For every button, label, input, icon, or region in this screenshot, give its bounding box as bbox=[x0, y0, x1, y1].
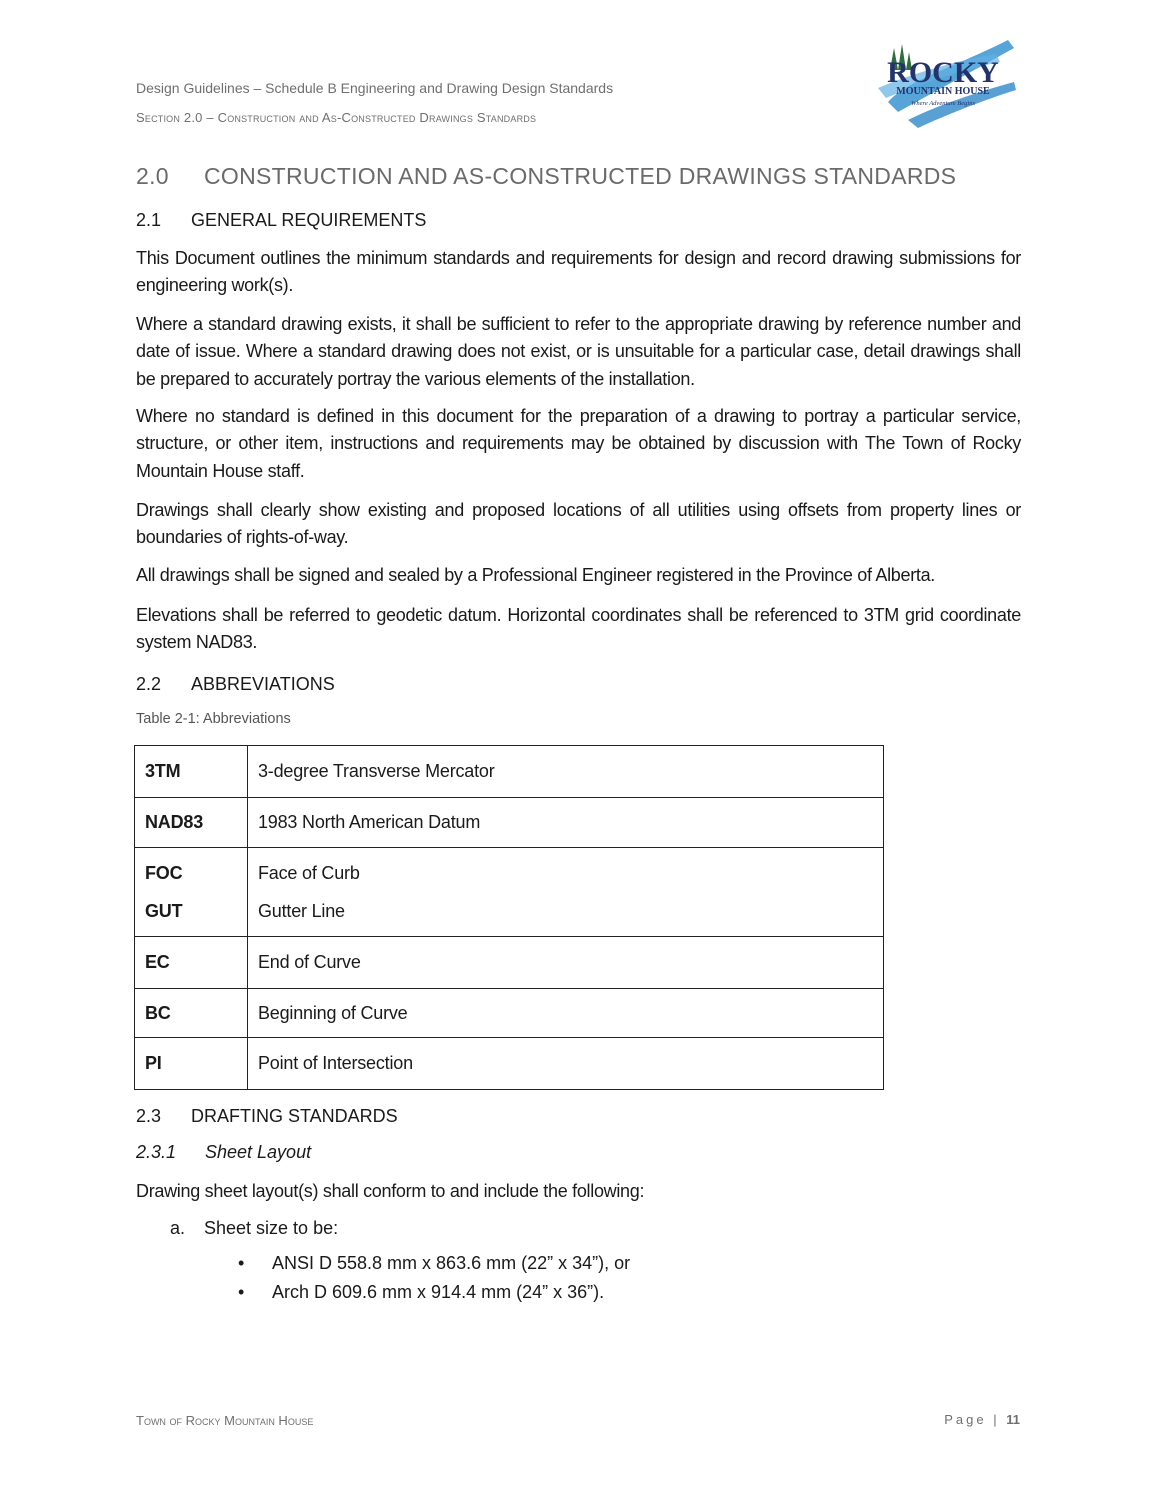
table-row bbox=[135, 746, 884, 798]
logo-word: ROCKY bbox=[887, 56, 999, 89]
paragraph: Drawings shall clearly show existing and proposed locations of all utilities using offsets from property lines or boundaries of rights-of-way. bbox=[136, 500, 1021, 548]
subsection-number: 2.1 bbox=[136, 210, 162, 230]
bullet-text: ANSI D 558.8 mm x 863.6 mm (22” x 34”), or bbox=[272, 1253, 631, 1273]
abbr-code: BC bbox=[135, 989, 248, 1038]
paragraph: Where a standard drawing exists, it shall be sufficient to refer to the appropriate drawing by reference number and date of issue. Where a standard drawing does not exist, or is unsuitable for a particular case, detail drawings shall be prepared to accurately portray the various elements of the installation. bbox=[136, 314, 1021, 389]
bullet-text: Arch D 609.6 mm x 914.4 mm (24” x 36”). bbox=[272, 1282, 605, 1302]
paragraph: Drawing sheet layout(s) shall conform to and include the following: bbox=[136, 1181, 645, 1201]
logo-subword: MOUNTAIN HOUSE bbox=[896, 86, 990, 97]
subsection-number: 2.3 bbox=[136, 1106, 162, 1126]
abbr-code: NAD83 bbox=[135, 798, 248, 848]
bullet-item bbox=[238, 1253, 630, 1274]
subsubsection-heading bbox=[136, 1142, 311, 1163]
section-title: CONSTRUCTION AND AS-CONSTRUCTED DRAWINGS STANDARDS bbox=[204, 163, 957, 189]
subsection-heading-2-2 bbox=[136, 674, 335, 695]
subsection-heading-2-3 bbox=[136, 1106, 398, 1127]
paragraph: All drawings shall be signed and sealed by a Professional Engineer registered in the Province of Alberta. bbox=[136, 565, 935, 585]
table-row bbox=[135, 848, 884, 937]
paragraph: This Document outlines the minimum standards and requirements for design and record drawing submissions for engineering work(s). bbox=[136, 248, 1021, 296]
list-text: Sheet size to be: bbox=[204, 1218, 339, 1238]
abbr-meaning: Point of Intersection bbox=[248, 1038, 884, 1090]
section-number: 2.0 bbox=[136, 163, 169, 189]
footer-page bbox=[944, 1412, 1020, 1427]
list-item bbox=[170, 1218, 338, 1239]
abbr-code: 3TM bbox=[135, 746, 248, 798]
bullet-icon: • bbox=[238, 1282, 245, 1302]
abbr-meaning: Face of Curb bbox=[258, 863, 360, 883]
subsection-heading-2-1 bbox=[136, 210, 426, 231]
section-heading bbox=[136, 163, 956, 190]
subsection-number: 2.2 bbox=[136, 674, 162, 694]
table-row bbox=[135, 989, 884, 1038]
abbr-meaning: 3-degree Transverse Mercator bbox=[248, 746, 884, 798]
list-marker: a. bbox=[170, 1218, 186, 1238]
page-label: Page | bbox=[944, 1412, 1000, 1427]
abbr-code: EC bbox=[135, 937, 248, 989]
logo-tagline: Where Adventure Begins bbox=[910, 100, 976, 107]
abbr-code: GUT bbox=[145, 901, 183, 921]
abbr-meaning: End of Curve bbox=[248, 937, 884, 989]
table-row bbox=[135, 798, 884, 848]
subsection-title: DRAFTING STANDARDS bbox=[191, 1106, 398, 1126]
table-row bbox=[135, 1038, 884, 1090]
abbr-meaning: Gutter Line bbox=[258, 901, 345, 921]
subsubsection-title: Sheet Layout bbox=[205, 1142, 312, 1162]
footer-organization: Town of Rocky Mountain House bbox=[136, 1413, 314, 1428]
abbreviations-table bbox=[134, 745, 884, 1090]
abbr-meaning: Beginning of Curve bbox=[248, 989, 884, 1038]
paragraph: Elevations shall be referred to geodetic datum. Horizontal coordinates shall be referenced to 3TM grid coordinate system NAD83. bbox=[136, 605, 1021, 653]
subsubsection-number: 2.3.1 bbox=[136, 1142, 177, 1162]
abbr-code: FOC bbox=[145, 863, 183, 883]
paragraph: Where no standard is defined in this document for the preparation of a drawing to portray a particular service, structure, or other item, instructions and requirements may be obtained by discussion with The Town of Rocky Mountain House staff. bbox=[136, 406, 1021, 481]
subsection-title: ABBREVIATIONS bbox=[191, 674, 335, 694]
bullet-icon: • bbox=[238, 1253, 245, 1273]
bullet-item bbox=[238, 1282, 604, 1303]
subsection-title: GENERAL REQUIREMENTS bbox=[191, 210, 427, 230]
header-section-title: Section 2.0 – Construction and As-Constructed Drawings Standards bbox=[136, 110, 537, 125]
page-number: 11 bbox=[1006, 1412, 1020, 1427]
table-row bbox=[135, 937, 884, 989]
rocky-mountain-house-logo bbox=[868, 30, 1018, 130]
abbr-code: PI bbox=[135, 1038, 248, 1090]
abbr-meaning: 1983 North American Datum bbox=[248, 798, 884, 848]
table-caption: Table 2-1: Abbreviations bbox=[136, 711, 291, 727]
header-doc-title: Design Guidelines – Schedule B Engineering and Drawing Design Standards bbox=[136, 80, 614, 96]
